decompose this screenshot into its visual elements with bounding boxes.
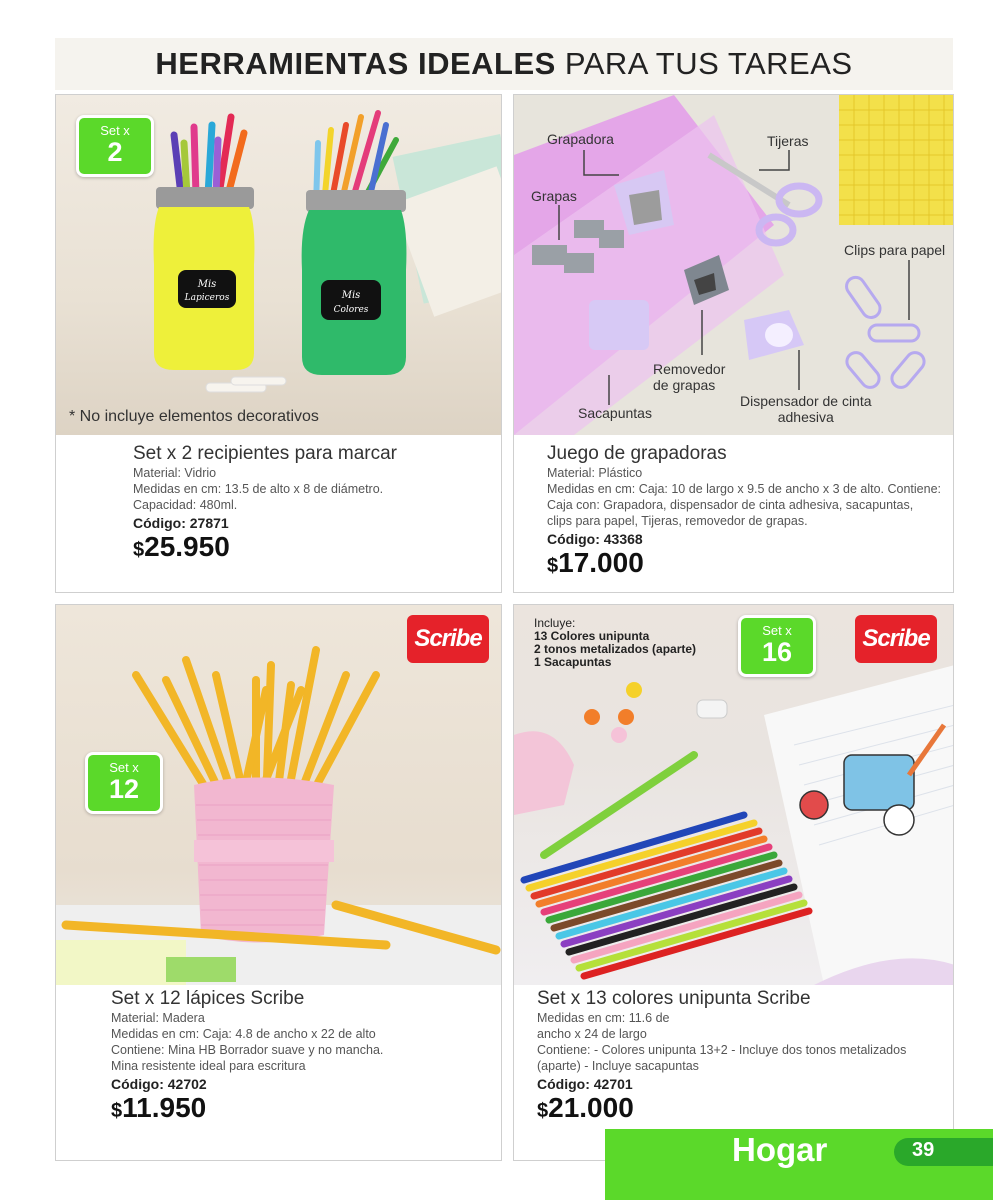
label-grapas: Grapas — [531, 188, 577, 204]
product-desc-line: Caja con: Grapadora, dispensador de cinta adhesiva, sacapuntas, — [547, 498, 914, 512]
label-grapadora: Grapadora — [547, 131, 614, 147]
label-dispensador-line: Dispensador de cinta — [740, 393, 872, 409]
price-symbol: $ — [537, 1100, 549, 1122]
product-price — [537, 1092, 953, 1127]
label-removedor-line: Removedor — [653, 361, 726, 377]
price-symbol: $ — [133, 539, 145, 561]
product-card-pencils[interactable] — [55, 604, 502, 1161]
product-desc-line: Material: Madera — [111, 1011, 205, 1025]
includes-box — [534, 617, 696, 669]
badge-number: 12 — [108, 774, 140, 804]
label-clips: Clips para papel — [844, 242, 946, 258]
scribe-logo: Scribe — [407, 615, 489, 663]
price-value: 17.000 — [558, 547, 644, 578]
product-photo-jars — [56, 95, 501, 435]
product-info — [514, 443, 953, 592]
product-price — [133, 531, 501, 566]
set-badge — [76, 115, 154, 177]
price-symbol: $ — [547, 555, 559, 577]
price-value: 21.000 — [548, 1092, 634, 1123]
product-title: Set x 12 lápices Scribe — [111, 988, 305, 1009]
product-photo-pencils — [56, 605, 501, 985]
product-title: Juego de grapadoras — [547, 443, 727, 464]
product-photo-colors — [514, 605, 953, 985]
section-name: Hogar — [732, 1131, 828, 1168]
svg-text:Colores: Colores — [333, 305, 369, 315]
product-desc-line: Capacidad: 480ml. — [133, 498, 238, 512]
includes-heading: Incluye: — [534, 616, 576, 630]
product-desc-line: Medidas en cm: Caja: 10 de largo x 9.5 de ancho x 3 de alto. Contiene: — [547, 482, 941, 496]
product-desc-line: (aparte) - Incluye sacapuntas — [537, 1059, 699, 1073]
label-sacapuntas: Sacapuntas — [578, 405, 652, 421]
disclaimer-note: * No incluye elementos decorativos — [69, 408, 319, 425]
includes-item: 13 Colores unipunta — [534, 629, 650, 643]
price-value: 25.950 — [144, 531, 230, 562]
page-number-pill — [894, 1138, 993, 1166]
label-tijeras: Tijeras — [767, 133, 809, 149]
includes-item: 2 tonos metalizados (aparte) — [534, 642, 697, 656]
header-bold: HERRAMIENTAS IDEALES — [155, 46, 556, 81]
page-header — [55, 38, 953, 90]
includes-item: 1 Sacapuntas — [534, 655, 612, 669]
svg-text:Mis: Mis — [341, 290, 361, 301]
label-removedor — [653, 361, 725, 393]
product-desc-line: Contiene: Mina HB Borrador suave y no mancha. — [111, 1043, 384, 1057]
product-card-jars[interactable] — [55, 94, 502, 593]
product-info — [56, 988, 501, 1160]
scribe-logo: Scribe — [855, 615, 937, 663]
product-desc-line: Medidas en cm: 11.6 de — [537, 1011, 670, 1025]
product-desc-line: clips para papel, Tijeras, removedor de grapas. — [547, 514, 808, 528]
badge-number: 16 — [761, 637, 793, 667]
svg-text:Lapiceros: Lapiceros — [184, 293, 230, 303]
price-symbol: $ — [111, 1100, 123, 1122]
product-code: Código: 42702 — [111, 1076, 207, 1092]
set-badge — [738, 615, 816, 677]
label-dispensador — [740, 393, 872, 425]
product-desc-line: Material: Vidrio — [133, 466, 217, 480]
product-desc-line: Medidas en cm: Caja: 4.8 de ancho x 22 de alto — [111, 1027, 376, 1041]
product-code: Código: 27871 — [133, 515, 229, 531]
badge-label: Set x — [109, 760, 139, 775]
product-title: Set x 13 colores unipunta Scribe — [537, 988, 811, 1009]
product-photo-staplers — [514, 95, 953, 435]
product-card-staplers[interactable] — [513, 94, 954, 593]
badge-label: Set x — [100, 123, 130, 138]
badge-number: 2 — [107, 137, 123, 167]
product-desc-line: ancho x 24 de largo — [537, 1027, 647, 1041]
product-info — [56, 443, 501, 592]
product-desc-line: Mina resistente ideal para escritura — [111, 1059, 306, 1073]
set-badge — [85, 752, 163, 814]
product-code: Código: 43368 — [547, 531, 643, 547]
product-desc-line: Contiene: - Colores unipunta 13+2 - Incluye dos tonos metalizados — [537, 1043, 907, 1057]
label-dispensador-line: adhesiva — [777, 409, 834, 425]
product-code: Código: 42701 — [537, 1076, 633, 1092]
jar-label-1: Mis — [197, 279, 217, 290]
price-value: 11.950 — [122, 1092, 207, 1123]
product-card-colors[interactable] — [513, 604, 954, 1161]
header-light: PARA TUS TAREAS — [564, 46, 853, 81]
label-removedor-line: de grapas — [653, 377, 716, 393]
product-desc-line: Medidas en cm: 13.5 de alto x 8 de diámetro. — [133, 482, 384, 496]
product-price — [111, 1092, 501, 1127]
badge-label: Set x — [762, 623, 792, 638]
page-number: 39 — [912, 1139, 935, 1161]
product-desc-line: Material: Plástico — [547, 466, 643, 480]
product-price — [547, 547, 953, 582]
product-title: Set x 2 recipientes para marcar — [133, 443, 398, 464]
